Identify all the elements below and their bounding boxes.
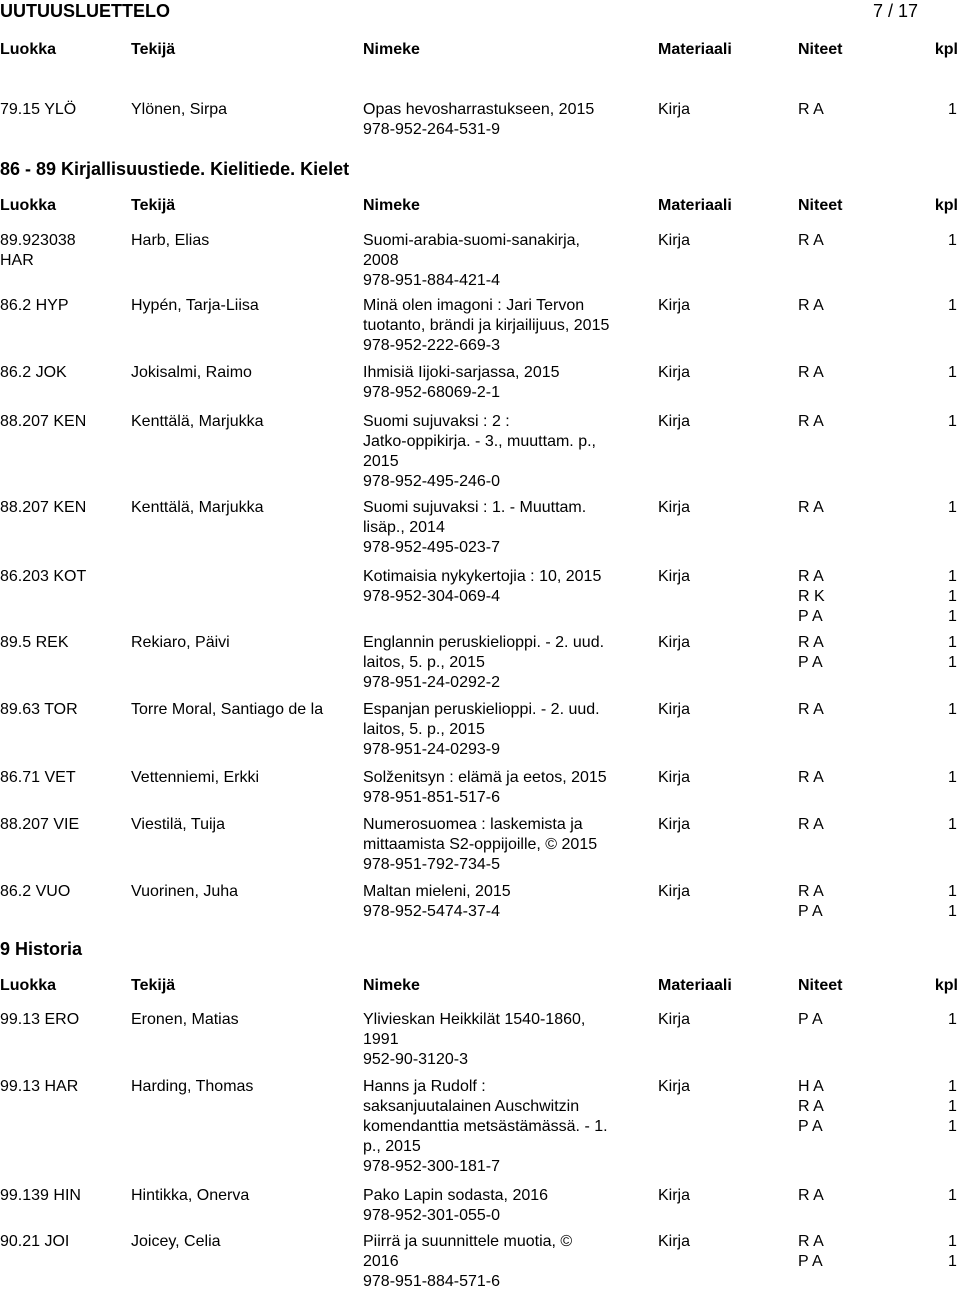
entry-nimeke-line: 978-952-495-023-7 [363,539,500,556]
entry-kpl: 1 [948,816,957,833]
column-header-nimeke: Nimeke [363,197,420,214]
entry-niteet: R A [798,364,824,381]
entry-materiaali: Kirja [658,701,691,718]
entry-nimeke-line: 978-952-304-069-4 [363,588,500,605]
entry-niteet: R A [798,816,824,833]
entry-nimeke-line: Opas hevosharrastukseen, 2015 [363,101,595,118]
entry-kpl: 1 [948,1187,957,1204]
entry-tekija: Rekiaro, Päivi [131,634,230,651]
entry-nimeke-line: tuotanto, brändi ja kirjailijuus, 2015 [363,317,610,334]
page-title: UUTUUSLUETTELO [0,1,170,21]
entry-nimeke-line: Suomi-arabia-suomi-sanakirja, [363,232,580,249]
entry-tekija: Joicey, Celia [131,1233,221,1250]
entry-materiaali: Kirja [658,568,691,585]
entry-nimeke-line: Espanjan peruskielioppi. - 2. uud. [363,701,600,718]
entry-kpl: 1 [948,413,957,430]
entry-tekija: Hypén, Tarja-Liisa [131,297,259,314]
entry-kpl: 1 [948,588,957,605]
entry-niteet: P A [798,1011,823,1028]
column-header-niteet: Niteet [798,197,843,214]
section-title: 9 Historia [0,939,83,959]
entry-niteet: R A [798,413,824,430]
entry-tekija: Viestilä, Tuija [131,816,225,833]
entry-niteet: R A [798,769,824,786]
entry-kpl: 1 [948,1118,957,1135]
column-header-nimeke: Nimeke [363,977,420,994]
entry-nimeke-line: Hanns ja Rudolf : [363,1078,486,1095]
column-header-nimeke: Nimeke [363,41,420,58]
column-header-tekija: Tekijä [131,977,176,994]
entry-nimeke-line: Englannin peruskielioppi. - 2. uud. [363,634,605,651]
entry-luokka: 86.71 VET [0,769,76,786]
entry-materiaali: Kirja [658,413,691,430]
entry-nimeke-line: saksanjuutalainen Auschwitzin [363,1098,580,1115]
entry-kpl: 1 [948,701,957,718]
entry-kpl: 1 [948,101,957,118]
entry-niteet: P A [798,1253,823,1270]
entry-nimeke-line: lisäp., 2014 [363,519,445,536]
entry-tekija: Vettenniemi, Erkki [131,769,260,786]
column-header-luokka: Luokka [0,41,57,58]
entry-nimeke-line: 978-951-884-571-6 [363,1273,500,1290]
entry-niteet: R A [798,634,824,651]
entry-nimeke-line: 978-952-68069-2-1 [363,384,500,401]
column-header-kpl: kpl [934,41,958,58]
entry-niteet: P A [798,654,823,671]
column-header-materiaali: Materiaali [658,197,732,214]
entry-niteet: R A [798,297,824,314]
entry-materiaali: Kirja [658,364,691,381]
page-number: 7 / 17 [872,1,918,21]
entry-kpl: 1 [948,499,957,516]
entry-nimeke-line: Piirrä ja suunnittele muotia, © [363,1233,573,1250]
entry-nimeke-line: mittaamista S2-oppijoille, © 2015 [363,836,598,853]
entry-materiaali: Kirja [658,1233,691,1250]
entry-nimeke-line: Ylivieskan Heikkilät 1540-1860, [363,1011,586,1028]
entry-luokka: 86.2 JOK [0,364,67,381]
entry-niteet: P A [798,608,823,625]
entry-tekija: Ylönen, Sirpa [131,101,228,118]
entry-nimeke-line: 978-951-24-0292-2 [363,674,500,691]
entry-niteet: R A [798,1098,824,1115]
entry-materiaali: Kirja [658,634,691,651]
entry-tekija: Hintikka, Onerva [131,1187,250,1204]
entry-tekija: Kenttälä, Marjukka [131,499,264,516]
entry-luokka: 99.13 HAR [0,1078,79,1095]
entry-nimeke-line: Ihmisiä Iijoki-sarjassa, 2015 [363,364,560,381]
column-header-luokka: Luokka [0,977,57,994]
entry-luokka: 88.207 KEN [0,499,87,516]
entry-tekija: Torre Moral, Santiago de la [131,701,324,718]
entry-nimeke-line: Kotimaisia nykykertojia : 10, 2015 [363,568,602,585]
column-header-kpl: kpl [934,197,958,214]
column-header-luokka: Luokka [0,197,57,214]
entry-materiaali: Kirja [658,883,691,900]
entry-materiaali: Kirja [658,1078,691,1095]
entry-luokka: 86.203 KOT [0,568,87,585]
column-header-niteet: Niteet [798,977,843,994]
entry-luokka: 89.923038 HAR [0,232,76,269]
entry-tekija: Eronen, Matias [131,1011,239,1028]
entry-nimeke-line: Minä olen imagoni : Jari Tervon [363,297,585,314]
entry-tekija: Vuorinen, Juha [131,883,239,900]
entry-nimeke-line: 952-90-3120-3 [363,1051,468,1068]
entry-nimeke-line: Solženitsyn : elämä ja eetos, 2015 [363,769,607,786]
entry-kpl: 1 [948,903,957,920]
entry-nimeke-line: 978-952-222-669-3 [363,337,500,354]
entry-nimeke-line: 978-951-24-0293-9 [363,741,500,758]
entry-nimeke-line: Suomi sujuvaksi : 1. - Muuttam. [363,499,587,516]
entry-tekija: Kenttälä, Marjukka [131,413,264,430]
entry-niteet: P A [798,1118,823,1135]
entry-nimeke-line: 2008 [363,252,399,269]
entry-nimeke-line: 978-952-5474-37-4 [363,903,500,920]
entry-luokka: 89.5 REK [0,634,69,651]
entry-niteet: P A [798,903,823,920]
entry-nimeke-line: 978-951-884-421-4 [363,272,500,289]
entry-nimeke-line: komendanttia metsästämässä. - 1. [363,1118,608,1135]
entry-kpl: 1 [948,232,957,249]
entry-niteet: H A [798,1078,824,1095]
entry-nimeke-line: 978-951-792-734-5 [363,856,500,873]
column-header-niteet: Niteet [798,41,843,58]
entry-kpl: 1 [948,654,957,671]
entry-niteet: R A [798,232,824,249]
entry-niteet: R A [798,1187,824,1204]
entry-kpl: 1 [948,1233,957,1250]
entry-luokka: 99.13 ERO [0,1011,80,1028]
entry-niteet: R A [798,1233,824,1250]
entry-materiaali: Kirja [658,499,691,516]
entry-luokka: 88.207 VIE [0,816,80,833]
entry-kpl: 1 [948,634,957,651]
entry-materiaali: Kirja [658,232,691,249]
column-header-kpl: kpl [934,977,958,994]
entry-niteet: R A [798,499,824,516]
entry-nimeke-line: 1991 [363,1031,399,1048]
entry-nimeke-line: 978-952-264-531-9 [363,121,500,138]
column-header-tekija: Tekijä [131,41,176,58]
entry-kpl: 1 [948,883,957,900]
entry-niteet: R A [798,883,824,900]
entry-materiaali: Kirja [658,769,691,786]
column-header-materiaali: Materiaali [658,41,732,58]
entry-nimeke-line: 978-952-301-055-0 [363,1207,500,1224]
entry-luokka: 79.15 YLÖ [0,101,77,118]
entry-luokka: 90.21 JOI [0,1233,70,1250]
entry-nimeke-line: Pako Lapin sodasta, 2016 [363,1187,549,1204]
entry-niteet: R A [798,568,824,585]
entry-niteet: R A [798,701,824,718]
entry-luokka: 86.2 HYP [0,297,69,314]
entry-nimeke-line: Numerosuomea : laskemista ja [363,816,583,833]
entry-nimeke-line: 2016 [363,1253,399,1270]
section-title: 86 - 89 Kirjallisuustiede. Kielitiede. Kielet [0,159,350,179]
entry-kpl: 1 [948,608,957,625]
entry-materiaali: Kirja [658,1011,691,1028]
entry-kpl: 1 [948,1011,957,1028]
entry-nimeke-line: laitos, 5. p., 2015 [363,721,485,738]
entry-tekija: Jokisalmi, Raimo [131,364,252,381]
entry-luokka: 88.207 KEN [0,413,87,430]
entry-nimeke-line: 2015 [363,453,399,470]
entry-nimeke-line: Jatko-oppikirja. - 3., muuttam. p., [363,433,596,450]
column-header-tekija: Tekijä [131,197,176,214]
entry-kpl: 1 [948,1098,957,1115]
entry-nimeke-line: 978-951-851-517-6 [363,789,500,806]
entry-materiaali: Kirja [658,297,691,314]
entry-luokka: 86.2 VUO [0,883,71,900]
entry-kpl: 1 [948,769,957,786]
entry-nimeke-line: Suomi sujuvaksi : 2 : [363,413,510,430]
entry-nimeke-line: 978-952-495-246-0 [363,473,500,490]
entry-kpl: 1 [948,568,957,585]
entry-nimeke-line: laitos, 5. p., 2015 [363,654,485,671]
entry-tekija: Harding, Thomas [131,1078,254,1095]
entry-luokka: 89.63 TOR [0,701,78,718]
column-header-materiaali: Materiaali [658,977,732,994]
entry-tekija: Harb, Elias [131,232,210,249]
entry-kpl: 1 [948,297,957,314]
entry-nimeke-line: 978-952-300-181-7 [363,1158,500,1175]
entry-kpl: 1 [948,364,957,381]
entry-niteet: R A [798,101,824,118]
entry-materiaali: Kirja [658,816,691,833]
entry-kpl: 1 [948,1078,957,1095]
entry-luokka: 99.139 HIN [0,1187,81,1204]
entry-nimeke-line: Maltan mieleni, 2015 [363,883,511,900]
entry-materiaali: Kirja [658,101,691,118]
entry-materiaali: Kirja [658,1187,691,1204]
entry-niteet: R K [798,588,825,605]
entry-kpl: 1 [948,1253,957,1270]
entry-nimeke-line: p., 2015 [363,1138,421,1155]
